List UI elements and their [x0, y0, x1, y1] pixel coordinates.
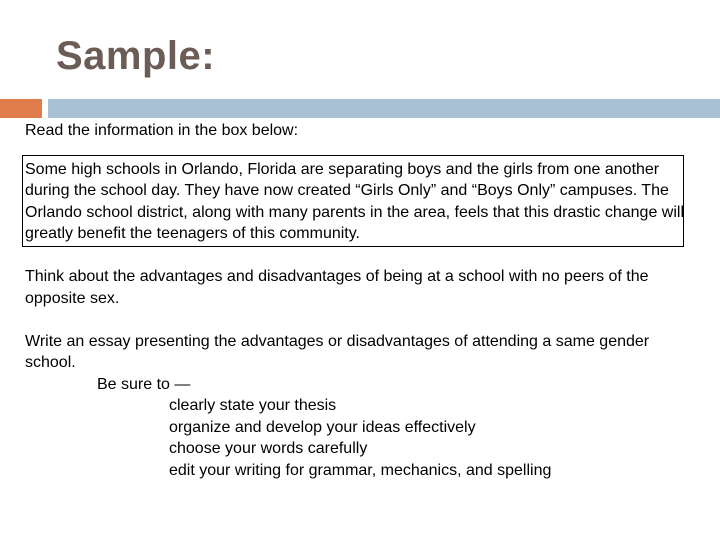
essay-task: Write an essay presenting the advantages or disadvantages of attending a same gender school. — [25, 332, 650, 371]
accent-bar — [48, 99, 720, 118]
reminder-item: choose your words carefully — [169, 440, 368, 457]
reminder-item: clearly state your thesis — [169, 397, 337, 414]
spacer — [25, 309, 695, 331]
reminder-item: edit your writing for grammar, mechanics, and spelling — [169, 461, 552, 479]
accent-square — [0, 99, 42, 118]
spacer — [25, 245, 695, 267]
slide-title: Sample: — [56, 34, 216, 78]
reminder-list — [25, 395, 695, 481]
prompt-box-text: Some high schools in Orlando, Florida are separating boys and the girls from one another during the school day. They have now created “Girls Only” and “Boys Only” campuses. The Orlando school district, along with many parents in the area, feels that this drastic change will greatly benefit the teenagers of this community. — [25, 160, 684, 242]
reminder-heading: Be sure to — — [97, 375, 191, 393]
think-paragraph: Think about the advantages and disadvantages of being at a school with no peers of the opposite sex. — [25, 268, 649, 307]
slide-content — [25, 120, 695, 481]
reminder-item: organize and develop your ideas effectively — [169, 418, 476, 436]
instruction-text: Read the information in the box below: — [25, 122, 299, 139]
